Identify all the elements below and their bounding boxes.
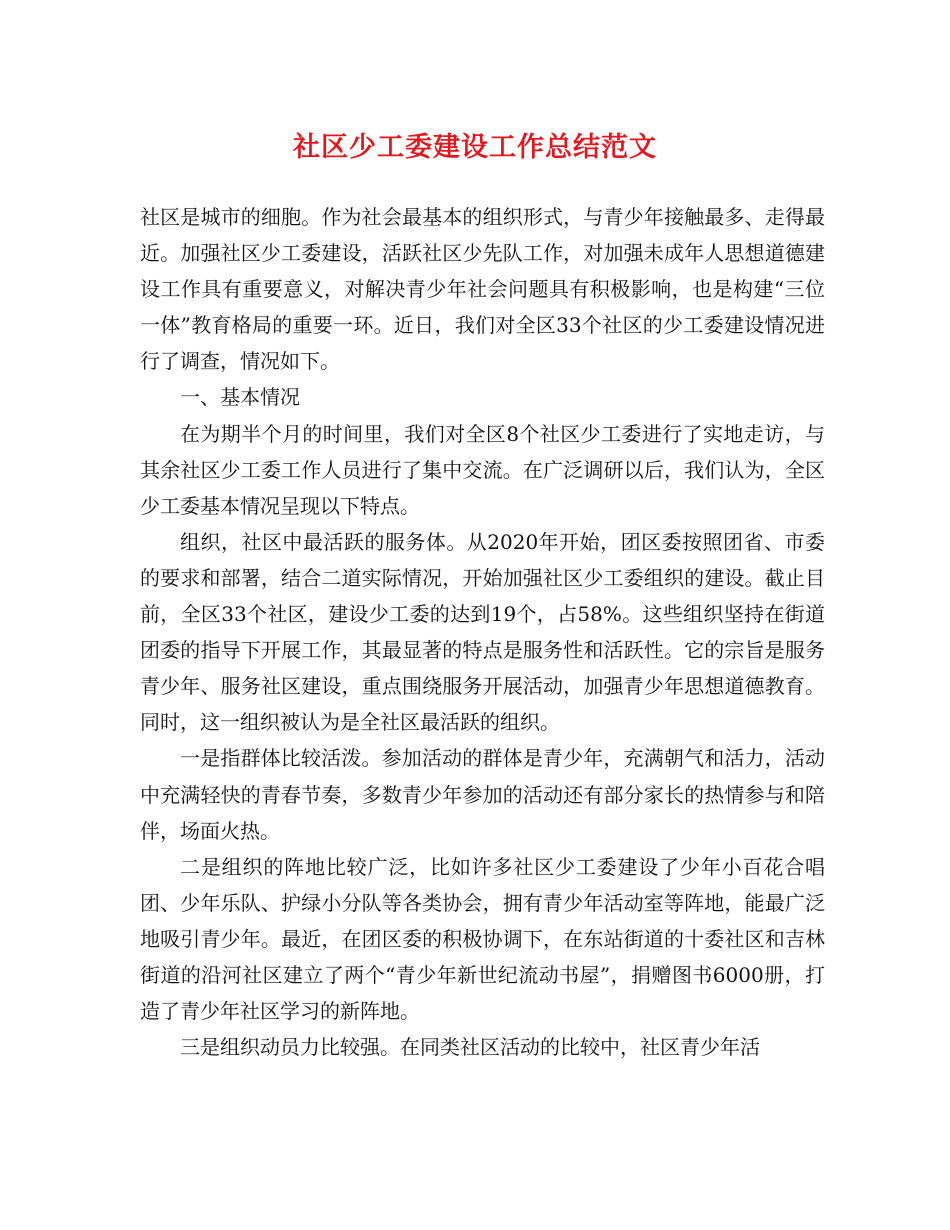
paragraph-intro: 社区是城市的细胞。作为社会最基本的组织形式，与青少年接触最多、走得最近。加强社区少工委建设，活跃社区少先队工作，对加强未成年人思想道德建设工作具有重要意义，对解决青少年社会问题具有积极影响，也是构建“三位一体”教育格局的重要一环。近日，我们对全区33个社区的少工委建设情况进行了调查，情况如下。	[140, 205, 825, 374]
section-heading-basic-situation: 一、基本情况	[180, 385, 300, 410]
document-body	[140, 199, 825, 1065]
paragraph-survey: 在为期半个月的时间里，我们对全区8个社区少工委进行了实地走访，与其余社区少工委工作人员进行了集中交流。在广泛调研以后，我们认为，全区少工委基本情况呈现以下特点。	[140, 421, 825, 518]
paragraph-point-three: 三是组织动员力比较强。在同类社区活动的比较中，社区青少年活	[180, 1035, 760, 1060]
paragraph-organization: 组织，社区中最活跃的服务体。从2020年开始，团区委按照团省、市委的要求和部署，结合二道实际情况，开始加强社区少工委组织的建设。截止目前，全区33个社区，建设少工委的达到19个，占58%。这些组织坚持在街道团委的指导下开展工作，其最显著的特点是服务性和活跃性。它的宗旨是服务青少年、服务社区建设，重点围绕服务开展活动，加强青少年思想道德教育。同时，这一组织被认为是全社区最活跃的组织。	[140, 529, 825, 735]
document-title: 社区少工委建设工作总结范文	[293, 132, 657, 163]
paragraph-point-two: 二是组织的阵地比较广泛，比如许多社区少工委建设了少年小百花合唱团、少年乐队、护绿小分队等各类协会，拥有青少年活动室等阵地，能最广泛地吸引青少年。最近，在团区委的积极协调下，在东站街道的十委社区和吉林街道的沿河社区建立了两个“青少年新世纪流动书屋”，捐赠图书6000册，打造了青少年社区学习的新阵地。	[140, 854, 825, 1024]
paragraph-point-one: 一是指群体比较活泼。参加活动的群体是青少年，充满朝气和活力，活动中充满轻快的青春节奏，多数青少年参加的活动还有部分家长的热情参与和陪伴，场面火热。	[140, 746, 825, 843]
